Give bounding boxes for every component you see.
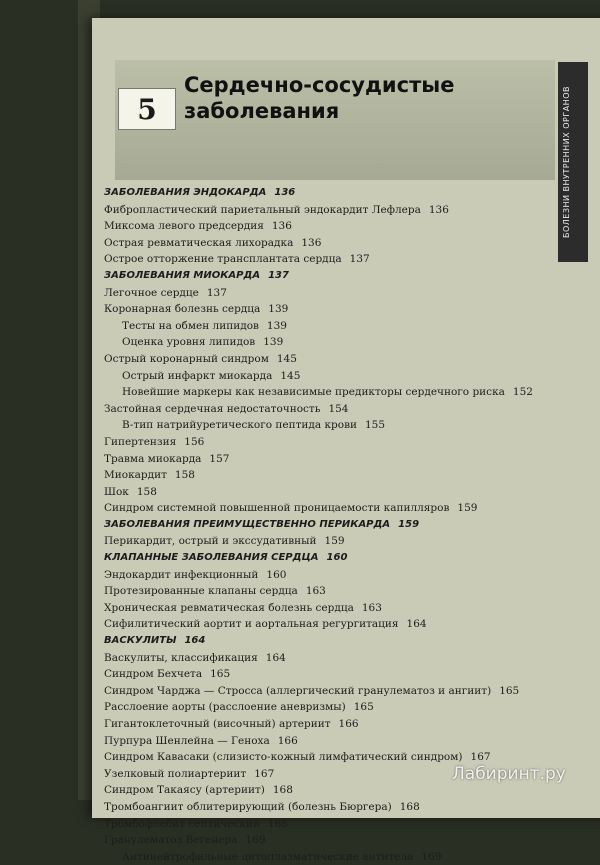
- toc-page-number: 164: [184, 635, 206, 647]
- toc-section-heading: [104, 517, 564, 534]
- toc-entry-title: Синдром системной повышенной проницаемости капилляров: [104, 502, 450, 515]
- toc-entry-title: Легочное сердце: [104, 286, 199, 299]
- side-tab-label: БОЛЕЗНИ ВНУТРЕННИХ ОРГАНОВ: [562, 86, 571, 238]
- watermark-logo: Лабиринт.ру: [452, 764, 566, 784]
- toc-entry-title: Миксома левого предсердия: [104, 220, 264, 233]
- toc-entry: [104, 451, 564, 468]
- toc-page-number: 160: [326, 552, 348, 564]
- toc-page-number: 160: [266, 568, 287, 581]
- toc-page-number: 168: [267, 817, 288, 830]
- toc-entry: [104, 666, 564, 683]
- toc-entry: [104, 218, 564, 235]
- toc-entry-title: Оценка уровня липидов: [122, 336, 256, 349]
- toc-entry-title: Гранулематоз Вегенера: [104, 834, 238, 847]
- toc-entry: [104, 401, 564, 418]
- toc-entry: [104, 832, 564, 849]
- toc-entry-title: КЛАПАННЫЕ ЗАБОЛЕВАНИЯ СЕРДЦА: [104, 552, 319, 564]
- toc-entry-title: Травма миокарда: [104, 452, 202, 465]
- toc-entry: [104, 533, 564, 550]
- toc-entry: [104, 334, 564, 351]
- toc-entry-title: Коронарная болезнь сердца: [104, 303, 261, 316]
- toc-entry: [104, 849, 564, 865]
- toc-entry-title: Гигантоклеточный (височный) артериит: [104, 718, 331, 730]
- toc-entry: [104, 235, 564, 252]
- toc-entry: [104, 285, 564, 302]
- toc-page-number: 166: [338, 718, 359, 730]
- toc-entry-title: ВАСКУЛИТЫ: [104, 635, 177, 647]
- toc-page-number: 136: [271, 220, 292, 233]
- toc-entry: [104, 434, 564, 451]
- toc-page-number: 139: [268, 303, 289, 316]
- toc-entry: [104, 716, 564, 733]
- toc-entry-title: Тесты на обмен липидов: [122, 319, 259, 332]
- toc-entry-title: Острый коронарный синдром: [104, 352, 269, 365]
- toc-page-number: 165: [210, 668, 231, 681]
- chapter-title: [184, 72, 484, 124]
- toc-page-number: 158: [174, 469, 195, 482]
- toc-entry-title: Миокардит: [104, 469, 167, 482]
- toc-page-number: 164: [406, 618, 427, 631]
- toc-entry: [104, 782, 564, 799]
- toc-entry-title: Гипертензия: [104, 435, 177, 448]
- toc-page-number: 165: [499, 684, 520, 697]
- toc-page-number: 169: [421, 850, 442, 863]
- toc-entry-title: Синдром Такаясу (артериит): [104, 784, 265, 797]
- toc-entry: [104, 202, 564, 219]
- toc-entry-title: Антинейтрофильные цитоплазматические антитела: [122, 850, 414, 863]
- toc-entry: [104, 816, 564, 833]
- toc-entry-title: B-тип натрийуретического пептида крови: [122, 419, 357, 432]
- toc-page-number: 137: [206, 286, 227, 299]
- toc-entry: [104, 733, 564, 750]
- toc-entry-title: Новейшие маркеры как независимые предикторы сердечного риска: [122, 386, 505, 399]
- toc-entry: [104, 616, 564, 633]
- toc-section-heading: [104, 633, 564, 650]
- toc-entry-title: Синдром Кавасаки (слизисто-кожный лимфатический синдром): [104, 751, 463, 764]
- toc-entry-title: Синдром Бехчета: [104, 668, 203, 681]
- toc-entry-title: Острое отторжение трансплантата сердца: [104, 253, 342, 266]
- toc-page-number: 154: [328, 402, 349, 415]
- toc-entry-title: ЗАБОЛЕВАНИЯ ПРЕИМУЩЕСТВЕННО ПЕРИКАРДА: [104, 518, 391, 530]
- toc-page-number: 136: [428, 203, 449, 216]
- toc-entry-title: Расслоение аорты (расслоение аневризмы): [104, 701, 346, 714]
- toc-entry-title: Шок: [104, 485, 129, 498]
- toc-page-number: 157: [209, 452, 230, 465]
- toc-entry-title: Пурпура Шенлейна — Геноха: [104, 734, 270, 747]
- toc-page-number: 137: [268, 269, 289, 281]
- toc-page-number: 136: [301, 236, 322, 249]
- toc-entry: [104, 251, 564, 268]
- toc-entry-title: Васкулиты, классификация: [104, 651, 258, 664]
- toc-entry-title: Тромбоангиит облитерирующий (болезнь Бюргера): [104, 800, 392, 813]
- toc-entry-title: Хроническая ревматическая болезнь сердца: [104, 601, 354, 614]
- table-of-contents: [104, 185, 564, 865]
- chapter-title-line1: Сердечно-сосудистые: [184, 73, 455, 97]
- toc-entry: [104, 500, 564, 517]
- toc-page-number: 145: [280, 369, 301, 382]
- chapter-title-line2: заболевания: [184, 99, 340, 123]
- toc-entry: [104, 301, 564, 318]
- toc-page-number: 159: [398, 518, 420, 530]
- toc-page-number: 156: [184, 435, 205, 448]
- toc-page-number: 165: [353, 701, 374, 714]
- toc-entry-title: Сифилитический аортит и аортальная регургитация: [104, 618, 399, 631]
- toc-entry: [104, 417, 564, 434]
- toc-page-number: 152: [512, 386, 533, 399]
- toc-page-number: 167: [470, 751, 491, 764]
- toc-entry-title: Протезированные клапаны сердца: [104, 585, 298, 598]
- toc-entry: [104, 583, 564, 600]
- toc-page-number: 163: [305, 585, 326, 598]
- toc-page-number: 159: [457, 502, 478, 515]
- toc-page-number: 169: [245, 834, 266, 847]
- toc-page-number: 136: [274, 187, 296, 198]
- toc-entry: [104, 351, 564, 368]
- toc-entry: [104, 384, 564, 401]
- toc-page-number: 139: [266, 319, 287, 332]
- toc-page-number: 158: [136, 485, 157, 498]
- toc-entry-title: Тромбофлебит септический: [104, 817, 260, 830]
- toc-page-number: 164: [265, 651, 286, 664]
- toc-entry-title: Острый инфаркт миокарда: [122, 369, 273, 382]
- toc-entry-title: Перикардит, острый и экссудативный: [104, 535, 317, 548]
- toc-entry: [104, 699, 564, 716]
- toc-page-number: 168: [272, 784, 293, 797]
- toc-entry-title: Узелковый полиартериит: [104, 767, 247, 780]
- toc-page-number: 168: [399, 800, 420, 813]
- toc-entry: [104, 567, 564, 584]
- toc-entry-title: Синдром Чарджа — Стросса (аллергический гранулематоз и ангиит): [104, 684, 492, 697]
- toc-entry: [104, 650, 564, 667]
- toc-page-number: 166: [277, 734, 298, 747]
- toc-entry-title: Острая ревматическая лихорадка: [104, 236, 294, 249]
- toc-section-heading: [104, 268, 564, 285]
- toc-entry-title: Фибропластический париетальный эндокардит Лефлера: [104, 203, 421, 216]
- toc-page-number: 163: [361, 601, 382, 614]
- toc-entry: [104, 683, 564, 700]
- toc-page-number: 167: [254, 767, 275, 780]
- toc-page-number: 139: [263, 336, 284, 349]
- toc-page-number: 137: [349, 253, 370, 266]
- toc-section-heading: [104, 185, 564, 202]
- toc-entry: [104, 318, 564, 335]
- chapter-number: 5: [118, 88, 176, 130]
- toc-page-number: 145: [276, 352, 297, 365]
- toc-entry: [104, 484, 564, 501]
- toc-entry-title: ЗАБОЛЕВАНИЯ ЭНДОКАРДА: [104, 187, 267, 198]
- toc-page-number: 159: [324, 535, 345, 548]
- toc-entry-title: ЗАБОЛЕВАНИЯ МИОКАРДА: [104, 269, 261, 281]
- toc-section-heading: [104, 550, 564, 567]
- toc-entry: [104, 467, 564, 484]
- toc-entry-title: Эндокардит инфекционный: [104, 568, 259, 581]
- toc-entry: [104, 368, 564, 385]
- toc-entry: [104, 799, 564, 816]
- toc-page-number: 155: [364, 419, 386, 432]
- toc-entry: [104, 600, 564, 617]
- toc-entry-title: Застойная сердечная недостаточность: [104, 402, 321, 415]
